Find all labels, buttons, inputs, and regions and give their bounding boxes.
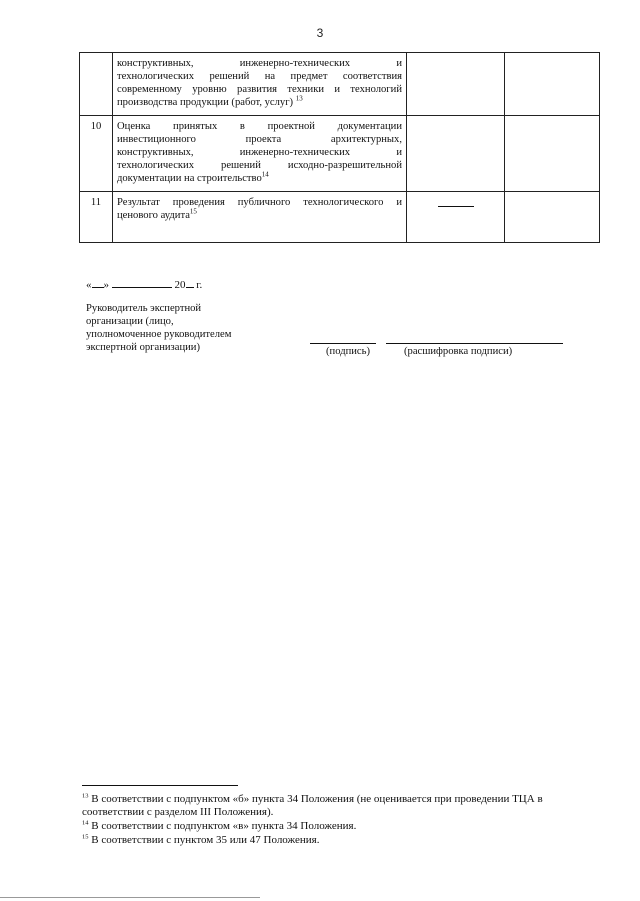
footnote-text: В соответствии с подпунктом «б» пункта 34 Положения (не оценивается при проведении ТЦА в соответствии с разделом III Положения). (82, 793, 543, 818)
signature-caption: (подпись) (326, 346, 370, 357)
signer-line: экспертной организации) (86, 342, 200, 353)
signer-line: Руководитель экспертной (86, 303, 202, 314)
row-text-line: конструктивных, инженерно-технических и (117, 147, 402, 158)
row-text-line-last (117, 96, 402, 109)
signature-decode-caption: (расшифровка подписи) (404, 346, 513, 357)
row-text-line-last (117, 209, 402, 222)
row-number (80, 53, 113, 116)
day-blank (92, 287, 104, 288)
footnote-separator (82, 785, 238, 786)
year-blank (186, 287, 194, 288)
table-row (80, 116, 600, 192)
row-text-line: Результат проведения публичного технологического и (117, 197, 402, 208)
value-cell (407, 192, 505, 243)
footnote (82, 820, 592, 833)
footnote-number: 15 (82, 833, 89, 841)
row-text: производства продукции (работ, услуг) (117, 97, 294, 108)
signer-line: уполномоченное руководителем (86, 329, 232, 340)
row-text-line: Оценка принятых в проектной документации (117, 121, 402, 132)
row-number: 11 (80, 192, 113, 243)
row-number: 10 (80, 116, 113, 192)
extra-cell (505, 192, 600, 243)
signer-block (86, 302, 231, 354)
row-description (113, 116, 407, 192)
footnote-ref: 13 (295, 94, 303, 103)
signer-line: организации (лицо, (86, 316, 174, 327)
date-line (86, 279, 202, 291)
footnote-number: 14 (82, 819, 89, 827)
footnote (82, 834, 592, 847)
row-text-line: современному уровню развития техники и технологий (117, 84, 402, 95)
signature-decode-line (386, 343, 563, 344)
month-blank (112, 287, 172, 288)
signature-line (310, 343, 376, 344)
table-row (80, 53, 600, 116)
row-text-line-last (117, 172, 402, 185)
footnotes (82, 793, 592, 848)
value-cell (407, 53, 505, 116)
row-description (113, 53, 407, 116)
scan-edge-line (0, 897, 260, 898)
table-row (80, 192, 600, 243)
row-text-line: технологических решений на предмет соответствия (117, 71, 402, 82)
page-number: 3 (316, 26, 324, 40)
row-text: ценового аудита (117, 210, 190, 221)
quote-open: « (86, 279, 92, 291)
row-text-line: технологических решений исходно-разрешительной (117, 160, 402, 171)
row-text: документации на строительство (117, 173, 262, 184)
extra-cell (505, 53, 600, 116)
footnote (82, 793, 592, 819)
dash-mark (438, 206, 474, 207)
year-suffix: г. (196, 279, 203, 291)
extra-cell (505, 116, 600, 192)
footnote-text: В соответствии с пунктом 35 или 47 Положения. (91, 834, 320, 846)
row-text-line: инвестиционного проекта архитектурных, (117, 134, 402, 145)
year-prefix: 20 (174, 279, 186, 291)
audit-table (79, 52, 600, 243)
footnote-ref: 14 (261, 170, 269, 179)
row-text-line: конструктивных, инженерно-технических и (117, 58, 402, 69)
value-cell (407, 116, 505, 192)
row-description (113, 192, 407, 243)
footnote-number: 13 (82, 792, 89, 800)
footnote-text: В соответствии с подпунктом «в» пункта 34 Положения. (91, 820, 357, 832)
quote-close: » (103, 279, 109, 291)
footnote-ref: 15 (189, 207, 197, 216)
